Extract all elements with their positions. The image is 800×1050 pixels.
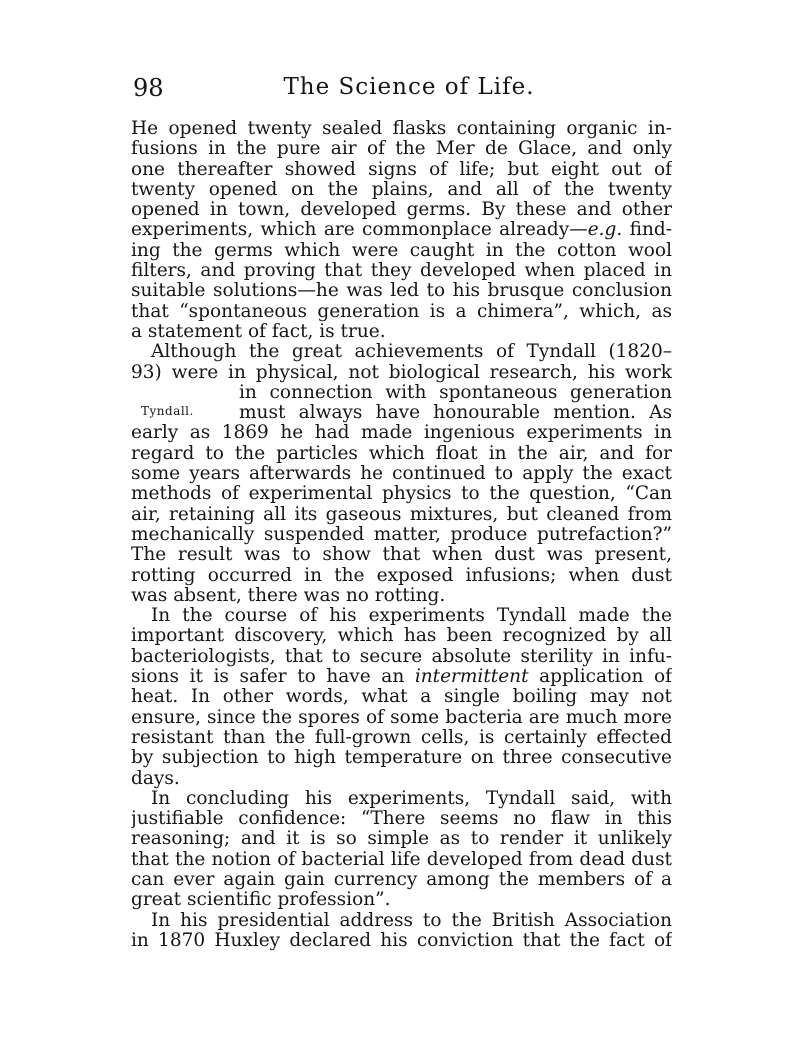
text-line: by subjection to high temperature on three consecutive: [131, 748, 672, 769]
text-line: fusions in the pure air of the Mer de Glace, and only: [131, 139, 672, 160]
text-line: some years afterwards he continued to apply the exact: [131, 464, 672, 485]
text-line: opened in town, developed germs. By these and other: [131, 200, 672, 221]
text-line: one thereafter showed signs of life; but eight out of: [131, 159, 672, 180]
page-number: 98: [133, 74, 164, 102]
text-line: filters, and proving that they developed when placed in: [131, 261, 672, 282]
text-line: ing the germs which were caught in the cotton wool: [131, 240, 672, 261]
text-line: ensure, since the spores of some bacteria are much more: [131, 707, 672, 728]
paragraph-start-line: In his presidential address to the British Association: [151, 910, 672, 931]
text-line: important discovery, which has been recognized by all: [131, 626, 672, 647]
text-line: reasoning; and it is so simple as to render it unlikely: [131, 829, 672, 850]
paragraph-start-line: In concluding his experiments, Tyndall said, with: [151, 788, 672, 809]
text-line: resistant than the full-grown cells, is certainly effected: [131, 727, 672, 748]
text-line: great scientific profession”.: [131, 890, 391, 911]
text-line: must always have honourable mention. As: [239, 403, 672, 424]
text-line: sions it is safer to have an intermittent application of: [131, 667, 672, 688]
text-line: a statement of fact, is true.: [131, 321, 386, 342]
text-line: rotting occurred in the exposed infusions; when dust: [131, 565, 672, 586]
paragraph-start-line: Although the great achievements of Tyndall (1820–: [151, 342, 672, 363]
text-line: regard to the particles which float in the air, and for: [131, 443, 672, 464]
text-line: mechanically suspended matter, produce putrefaction?”: [131, 524, 672, 545]
text-line: suitable solutions—he was led to his brusque conclusion: [131, 281, 672, 302]
text-line: that the notion of bacterial life developed from dead dust: [131, 849, 672, 870]
text-line: The result was to show that when dust was present,: [131, 545, 672, 566]
text-line: experiments, which are commonplace already—e.g. find-: [131, 220, 672, 241]
italic-emphasis: intermittent: [414, 667, 529, 688]
page-header: [128, 74, 668, 108]
text-line: justifiable confidence: “There seems no flaw in this: [131, 809, 672, 830]
text-line: heat. In other words, what a single boiling may not: [131, 687, 672, 708]
text-line: bacteriologists, that to secure absolute sterility in infu-: [131, 646, 672, 667]
text-line: air, retaining all its gaseous mixtures, but cleaned from: [131, 504, 672, 525]
text-line: in connection with spontaneous generation: [239, 382, 672, 403]
running-title: The Science of Life.: [283, 74, 535, 100]
margin-note: Tyndall.: [141, 404, 194, 418]
text-line: He opened twenty sealed flasks containing organic in-: [131, 119, 672, 139]
text-line: days.: [131, 768, 180, 789]
text-line: early as 1869 he had made ingenious experiments in: [131, 423, 672, 444]
text-line: 93) were in physical, not biological research, his work: [131, 362, 672, 383]
text-line: twenty opened on the plains, and all of the twenty: [131, 179, 672, 200]
text-line: was absent, there was no rotting.: [131, 585, 446, 606]
text-line: in 1870 Huxley declared his conviction that the fact of: [131, 930, 672, 951]
text-line: methods of experimental physics to the question, “Can: [131, 484, 672, 505]
text-line: that “spontaneous generation is a chimera”, which, as: [131, 301, 672, 322]
paragraph-start-line: In the course of his experiments Tyndall made the: [151, 606, 672, 627]
body-text: [131, 119, 672, 951]
text-line: can ever again gain currency among the members of a: [131, 869, 672, 890]
italic-emphasis: e.g.: [587, 220, 623, 241]
